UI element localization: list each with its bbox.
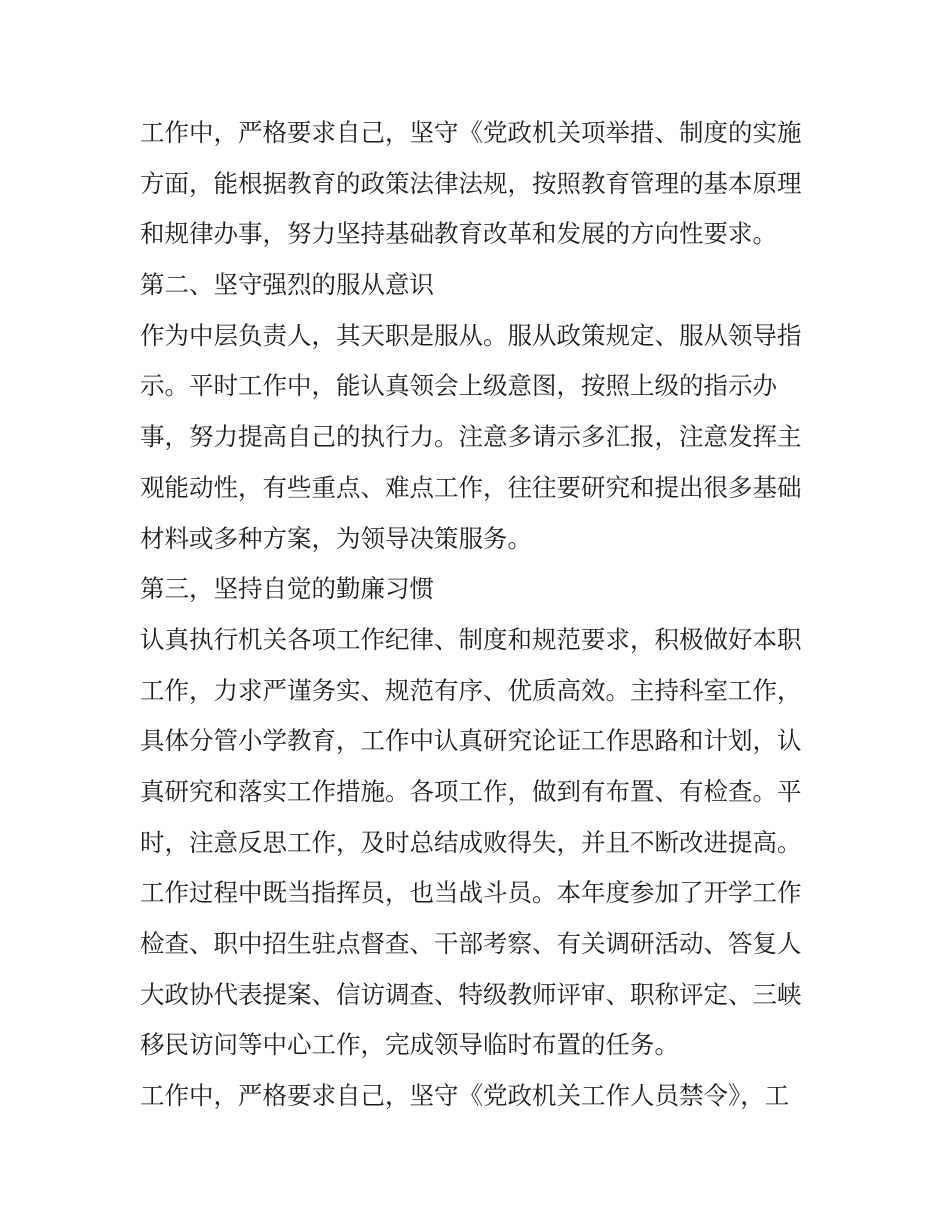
text-line: 材料或多种方案，为领导决策服务。 [140,523,532,553]
text-line: 示。平时工作中，能认真领会上级意图，按照上级的指示办 [140,371,777,401]
text-line: 真研究和落实工作措施。各项工作，做到有布置、有检查。平 [140,776,802,806]
section-heading: 第二、坚守强烈的服从意识 [140,270,434,300]
text-line: 工作中，严格要求自己，坚守《党政机关项举措、制度的实施 [140,118,802,147]
text-line: 观能动性，有些重点、难点工作，往往要研究和提出很多基础 [140,472,802,502]
text-line: 检查、职中招生驻点督查、干部考察、有关调研活动、答复人 [140,929,802,958]
text-line: 时，注意反思工作，及时总结成败得失，并且不断改进提高。 [140,827,802,857]
text-line: 认真执行机关各项工作纪律、制度和规范要求，积极做好本职 [140,624,802,654]
text-line: 工作中，严格要求自己，坚守《党政机关工作人员禁令》，工 [140,1081,790,1111]
text-line: 工作，力求严谨务实、规范有序、优质高效。主持科室工作， [140,675,802,705]
document-body [140,108,820,1122]
text-line: 大政协代表提案、信访调查、特级教师评审、职称评定、三峡 [140,979,802,1009]
text-line: 移民访问等中心工作，完成领导临时布置的任务。 [140,1030,679,1060]
text-line: 作为中层负责人，其天职是服从。服从政策规定、服从领导指 [140,320,802,350]
text-line: 和规律办事，努力坚持基础教育改革和发展的方向性要求。 [140,219,777,249]
text-line: 工作过程中既当指挥员，也当战斗员。本年度参加了开学工作 [140,878,802,908]
text-line: 具体分管小学教育，工作中认真研究论证工作思路和计划，认 [140,726,802,756]
section-heading: 第三，坚持自觉的勤廉习惯 [140,574,434,604]
text-line: 方面，能根据教育的政策法律法规，按照教育管理的基本原理 [140,168,802,198]
text-line: 事，努力提高自己的执行力。注意多请示多汇报，注意发挥主 [140,422,802,452]
